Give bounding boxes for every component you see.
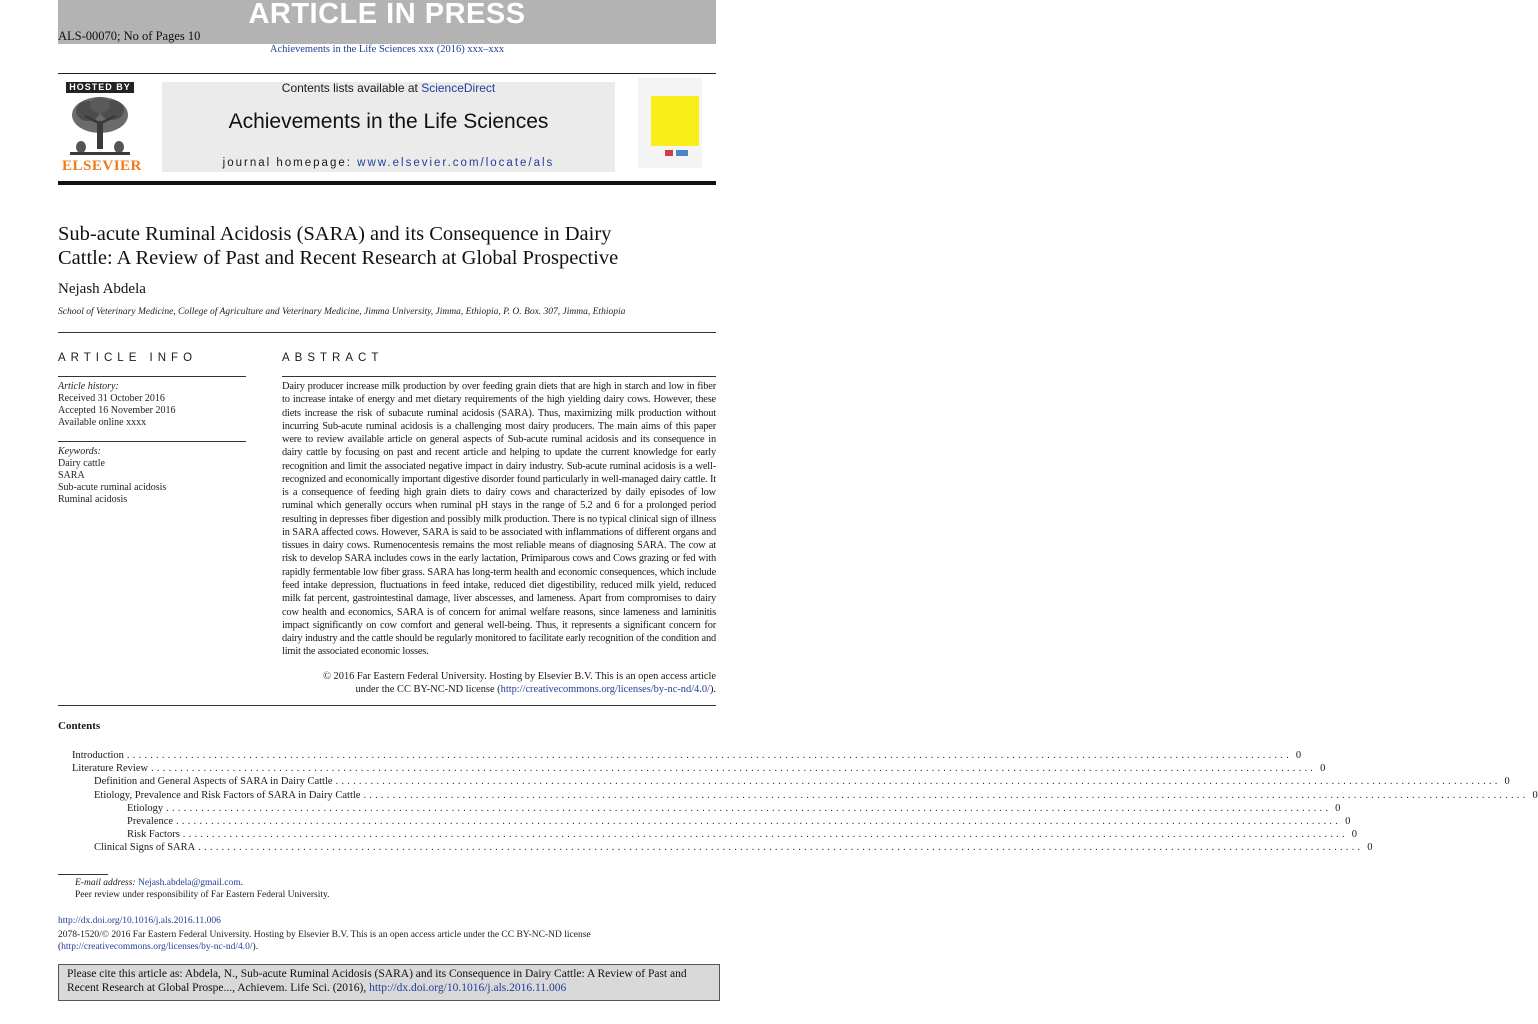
author-name: Nejash Abdela [58, 281, 146, 297]
masthead-rule-bottom [58, 181, 716, 185]
toc-entry[interactable] [0, 841, 1373, 854]
online-date: Available online xxxx [58, 417, 147, 428]
article-history [58, 381, 246, 429]
masthead-rule-top [58, 73, 716, 74]
toc-entry-page: 0 [1504, 776, 1510, 788]
email-footnote [75, 878, 243, 888]
abstract-copyright [282, 670, 716, 697]
toc-entry-title: Etiology [127, 802, 164, 814]
author-affiliation: School of Veterinary Medicine, College of Agriculture and Veterinary Medicine, Jimma University, Jimma, Ethiopia, P. O. Box. 307, Jimma, Ethiopia [58, 307, 626, 317]
keyword: Ruminal acidosis [58, 494, 128, 505]
abstract-rule [282, 376, 716, 377]
toc-entry-title: Prevalence [127, 816, 174, 827]
toc-leader-dots: ........................................................................................................................................................................................................ [176, 816, 1342, 827]
contents-prefix: Contents lists available at [281, 81, 422, 95]
article-info-heading: ARTICLE INFO [58, 352, 198, 364]
toc-entry[interactable] [0, 802, 1341, 815]
elsevier-wordmark: ELSEVIER [62, 158, 142, 174]
toc-leader-dots: ........................................................................................................................................................................................................ [151, 763, 1317, 775]
keyword: SARA [58, 470, 85, 481]
article-info-rule [58, 376, 246, 377]
keyword: Dairy cattle [58, 458, 105, 469]
toc-entry[interactable] [0, 828, 1358, 841]
journal-cover-art [651, 96, 699, 146]
toc-entry[interactable] [0, 749, 1302, 762]
cover-logo-mark [676, 150, 688, 156]
email-suffix: . [240, 878, 244, 888]
toc-entry-page: 0 [1335, 802, 1341, 814]
toc-entry-page: 0 [1367, 842, 1373, 854]
citation-text: Please cite this article as: Abdela, N., Sub-acute Ruminal Acidosis (SARA) and its Consequence in Dairy Cattle: A Review of Past and Recent Research at Global Prospe..., Achievem. Life Sci. (2016), [67, 968, 687, 994]
sciencedirect-link[interactable]: ScienceDirect [421, 81, 496, 95]
journal-homepage-link[interactable]: www.elsevier.com/locate/als [357, 157, 555, 169]
toc-entry-title: Etiology, Prevalence and Risk Factors of SARA in Dairy Cattle [94, 789, 361, 801]
toc-leader-dots: ........................................................................................................................................................................................................ [198, 842, 1364, 854]
elsevier-tree-logo-icon [66, 95, 134, 157]
journal-reference-link[interactable]: Achievements in the Life Sciences xxx (2016) xxx–xxx [269, 44, 505, 55]
accepted-date: Accepted 16 November 2016 [58, 405, 176, 416]
license-prefix: under the CC BY-NC-ND license ( [355, 684, 501, 696]
section-divider [58, 705, 716, 706]
toc-entry[interactable] [0, 789, 1538, 802]
keyword: Sub-acute ruminal acidosis [58, 482, 167, 493]
issn-license-link[interactable]: http://creativecommons.org/licenses/by-nc-nd/4.0/ [61, 942, 253, 952]
toc-entry-page: 0 [1295, 750, 1302, 761]
article-history-label: Article history: [58, 381, 119, 392]
toc-entry-title: Introduction [72, 750, 124, 761]
email-label: E-mail address: [75, 878, 136, 888]
toc-entry[interactable] [0, 815, 1351, 828]
toc-entry[interactable] [0, 762, 1326, 775]
citation-doi-link[interactable]: http://dx.doi.org/10.1016/j.als.2016.11.006 [369, 982, 567, 994]
toc-leader-dots: ........................................................................................................................................................................................................ [182, 829, 1348, 841]
toc-entry-page: 0 [1320, 763, 1326, 775]
toc-entry-title: Risk Factors [127, 829, 180, 841]
citation-box [58, 964, 720, 1001]
abstract-body: Dairy producer increase milk production by over feeding grain diets that are high in starch and low in fiber to increase intake of energy and met dietary requirements of the high yielding dairy cows. However, these diets increase the risk of subacute ruminal acidosis (SARA). Thus, maximizing milk production without incurring Sub-acute ruminal acidosis is a challenging most dairy producers. The main aims of this paper were to review available article on general aspects of Sub-acute ruminal acidosis and its consequence in dairy cattle by focusing on past and recent article and helping to update the current knowledge for early recognition and limit the associated negative impact in dairy industry. Sub-acute ruminal acidosis is a well-recognized and economically important digestive disorder found particularly in well-managed dairy cattle. It is a consequence of feeding high grain diets to dairy cows and characterized by daily episodes of low ruminal which generally occurs when ruminal pH stays in the range of 5.2 and 6 for a prolonged period resulting in depresses fiber digestion and possibly milk production. There is no typical clinical sign of illness in SARA affected cows. However, SARA is said to be associated with inflammations of different organs and tissues in dairy cows. Rumenocentesis remains the most reliable means of diagnosing SARA. The cow at risk to develop SARA includes cows in the early lactation, Primiparous cows and Cows grazing or fed with rapidly fermentable low fiber grass. SARA has long-term health and economic consequences, which include feed intake depression, fluctuations in feed intake, reduced diet digestibility, reduced milk yield, reduced milk fat percent, gastrointestinal damage, liver abscesses, and lameness. Apart from compromises to dairy cow health and economics, SARA is of concern for animal welfare reasons, since lameness and laminitis impact significantly on cow comfort and general well-being. Thus, it represents a significant concern for dairy industry and the cattle should be regularly monitored to facilitate early recognition of the condition and limit the associated economic losses. [282, 381, 716, 658]
toc-entry-page: 0 [1345, 816, 1351, 827]
issn-text: 2078-1520/© 2016 Far Eastern Federal University. Hosting by Elsevier B.V. This is an open access article under the CC BY-NC-ND license ( [58, 930, 591, 952]
toc-entry[interactable] [0, 775, 1510, 788]
article-in-press-label: ARTICLE IN PRESS [248, 0, 526, 30]
copyright-line: © 2016 Far Eastern Federal University. Hosting by Elsevier B.V. This is an open access article [323, 671, 716, 682]
issn-license-line [58, 929, 716, 953]
keywords-rule [58, 441, 246, 442]
keywords-block [58, 446, 246, 506]
license-link[interactable]: http://creativecommons.org/licenses/by-nc-nd/4.0/ [500, 684, 710, 696]
author-email-link[interactable]: Nejash.abdela@gmail.com [137, 878, 241, 888]
abstract-heading: ABSTRACT [282, 352, 384, 364]
article-title [58, 222, 658, 270]
section-divider [58, 332, 716, 333]
received-date: Received 31 October 2016 [58, 393, 165, 404]
keywords-label: Keywords: [58, 446, 101, 457]
toc-entry-page: 0 [1532, 789, 1538, 801]
toc-entry-title: Literature Review [72, 763, 149, 775]
toc-leader-dots: ........................................................................................................................................................................................................ [126, 750, 1292, 761]
copyright-line-2 [282, 683, 716, 696]
toc-leader-dots: ........................................................................................................................................................................................................ [335, 776, 1501, 788]
article-title-line: Sub-acute Ruminal Acidosis (SARA) and its Consequence in Dairy [58, 223, 612, 245]
issn-suffix: ). [252, 942, 259, 952]
toc-entry-page: 0 [1351, 829, 1358, 841]
footnote-rule [58, 874, 108, 875]
toc-leader-dots: ........................................................................................................................................................................................................ [363, 789, 1529, 801]
contents-available-line [162, 81, 615, 95]
manuscript-id: ALS-00070; No of Pages 10 [58, 29, 201, 43]
peer-review-note: Peer review under responsibility of Far Eastern Federal University. [75, 890, 330, 900]
toc-entry-title: Clinical Signs of SARA [94, 842, 196, 854]
contents-heading: Contents [58, 720, 101, 732]
journal-name: Achievements in the Life Sciences [228, 110, 549, 133]
homepage-prefix: journal homepage: [222, 157, 358, 169]
toc-leader-dots: ........................................................................................................................................................................................................ [166, 802, 1332, 814]
toc-entry-title: Definition and General Aspects of SARA in Dairy Cattle [94, 776, 333, 788]
hosted-by-label: HOSTED BY [66, 82, 134, 93]
doi-link[interactable]: http://dx.doi.org/10.1016/j.als.2016.11.006 [58, 916, 221, 926]
article-title-line: Cattle: A Review of Past and Recent Research at Global Prospective [58, 247, 619, 269]
license-suffix: ). [709, 684, 716, 696]
cover-logo-mark [665, 150, 673, 156]
journal-homepage-line [162, 157, 615, 169]
